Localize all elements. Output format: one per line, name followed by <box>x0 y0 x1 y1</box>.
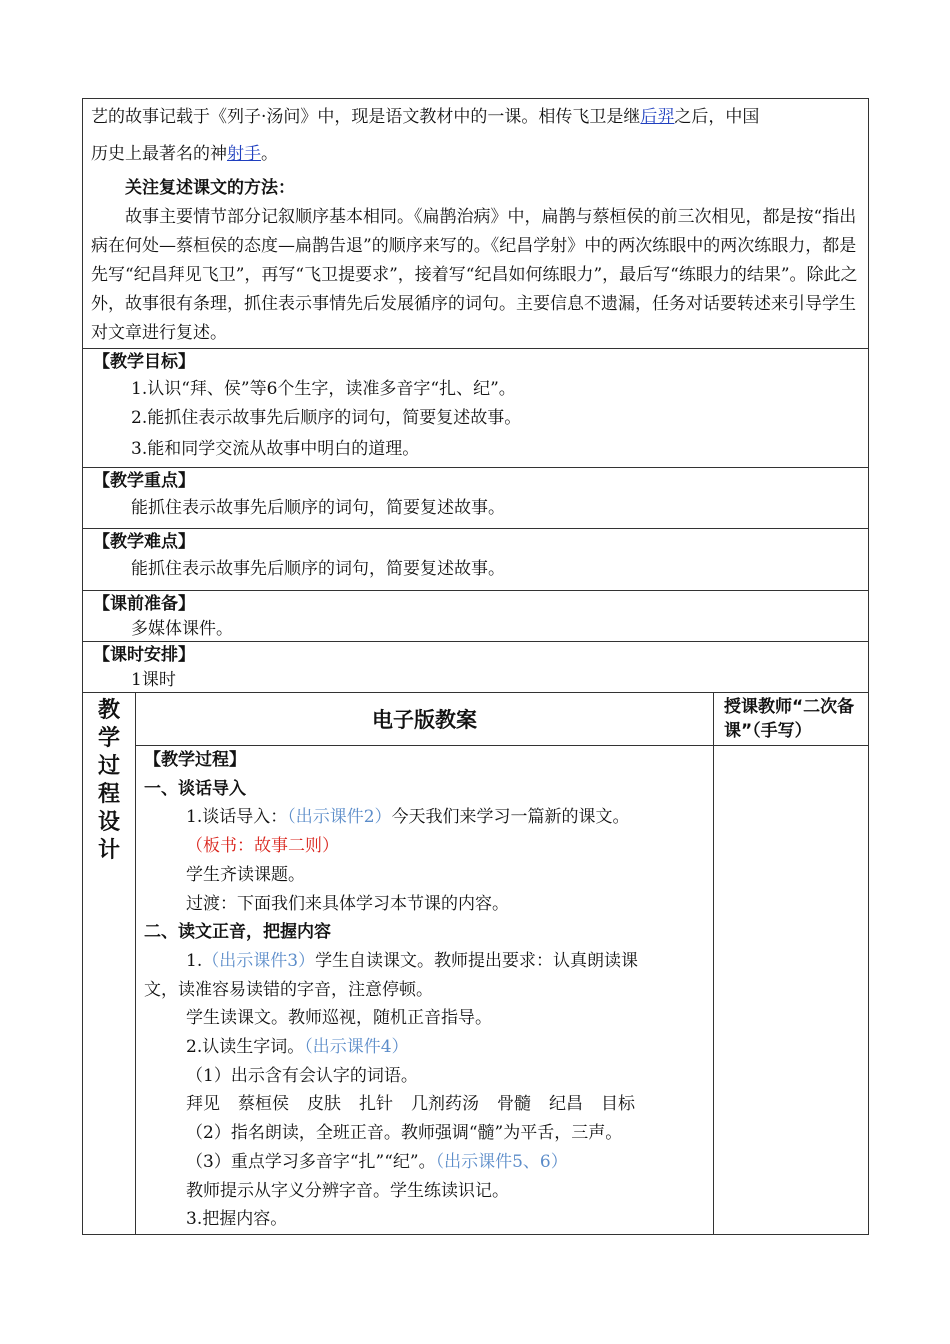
s2-text: 2.认读生字词。 <box>186 1037 305 1058</box>
key-point-cell <box>83 468 869 529</box>
s2-line-7 <box>144 1148 713 1177</box>
side-char: 设 <box>97 810 120 835</box>
houyi-link[interactable]: 后羿 <box>640 107 675 127</box>
prep-cell <box>83 591 869 642</box>
s2-text: 学生自读课文。教师提出要求：认真朗读课 <box>315 950 639 971</box>
vocab-word: 扎针 <box>359 1094 393 1115</box>
s2-text: 1. <box>186 950 203 971</box>
intro-row <box>83 99 869 349</box>
key-point-text: 能抓住表示故事先后顺序的词句，简要复述故事。 <box>131 498 505 518</box>
courseware-ref: （出示课件2） <box>287 807 392 828</box>
side-char: 学 <box>97 726 120 751</box>
process-header-row <box>83 693 869 746</box>
vocab-word: 目标 <box>601 1094 635 1115</box>
schedule-row <box>83 642 869 693</box>
intro-line-1 <box>83 99 868 136</box>
process-cell <box>136 746 714 1235</box>
process-title: 【教学过程】 <box>144 750 246 770</box>
s2-line-3 <box>144 1033 713 1062</box>
goal-item-1: 1.认识“拜、侯”等6个生字，读准多音字“扎、纪”。 <box>131 379 516 399</box>
difficulty-title: 【教学难点】 <box>93 532 195 552</box>
intro-text: 。 <box>261 144 278 164</box>
s1-text: 今天我们来学习一篇新的课文。 <box>391 807 630 828</box>
s2-line-4: （1）出示含有会认字的词语。 <box>186 1065 418 1086</box>
method-body: 故事主要情节部分记叙顺序基本相同。《扁鹊治病》中，扁鹊与蔡桓侯的前三次相见，都是按“指出病在何处—蔡桓侯的态度—扁鹊告退”的顺序来写的。《纪昌学射》中的两次练眼中的两次练眼力，都是先写“纪昌拜见飞卫”，再写“飞卫提要求”，接着写“纪昌如何练眼力”，最后写“练眼力的结果”。除此之外，故事很有条理，抓住表示事情先后发展循序的词句。主要信息不遗漏，任务对话要转述来引导学生对文章进行复述。 <box>91 207 858 343</box>
goal-item-2: 2.能抓住表示故事先后顺序的词句，简要复述故事。 <box>131 408 522 428</box>
vocab-word: 拜见 <box>186 1094 220 1115</box>
method-title: 关注复述课文的方法： <box>125 178 295 198</box>
difficulty-cell <box>83 529 869 591</box>
courseware-ref: （出示课件4） <box>304 1037 409 1058</box>
handwritten-revision-title: 授课教师“二次备课”（手写） <box>714 693 869 746</box>
s2-text: （3）重点学习多音字“扎”“纪”。 <box>186 1151 436 1172</box>
goal-item-3: 3.能和同学交流从故事中明白的道理。 <box>131 439 420 459</box>
s1-line-3: 学生齐读课题。 <box>186 864 305 885</box>
schedule-text: 1课时 <box>131 670 176 690</box>
vocab-words <box>144 1090 713 1119</box>
prep-title: 【课前准备】 <box>93 594 195 614</box>
intro-text: 艺的故事记载于《列子·汤问》中，现是语文教材中的一课。相传飞卫是继 <box>91 107 641 127</box>
section-2-title: 二、读文正音，把握内容 <box>144 922 331 943</box>
prep-row <box>83 591 869 642</box>
handwritten-notes-cell[interactable] <box>714 746 869 1235</box>
process-body-row <box>83 746 869 1235</box>
electronic-plan-title: 电子版教案 <box>136 693 714 746</box>
intro-text: 之后，中国 <box>674 107 760 127</box>
goals-title: 【教学目标】 <box>93 352 195 372</box>
lesson-plan-table <box>82 98 869 1235</box>
courseware-ref: （出示课件5、6） <box>435 1151 568 1172</box>
vocab-word: 皮肤 <box>307 1094 341 1115</box>
vocab-word: 纪昌 <box>549 1094 583 1115</box>
s2-line-1-cont: 文，读准容易读错的字音，注意停顿。 <box>144 979 433 1000</box>
schedule-cell <box>83 642 869 693</box>
vocab-word: 蔡桓侯 <box>238 1094 289 1115</box>
process-side-label <box>83 693 136 1235</box>
lesson-plan-sheet <box>82 98 868 1235</box>
difficulty-row <box>83 529 869 591</box>
side-char: 程 <box>97 782 120 807</box>
side-char: 教 <box>97 698 120 723</box>
s1-line-1 <box>144 803 713 832</box>
s2-line-1 <box>144 947 713 976</box>
courseware-ref: （出示课件3） <box>202 950 316 971</box>
goals-row <box>83 349 869 468</box>
prep-text: 多媒体课件。 <box>131 619 233 639</box>
intro-text: 历史上最著名的神 <box>91 144 227 164</box>
section-1-title: 一、谈话导入 <box>144 778 246 799</box>
archer-link[interactable]: 射手 <box>227 144 261 164</box>
key-point-row <box>83 468 869 529</box>
goals-cell <box>83 349 869 468</box>
s2-line-2: 学生读课文。教师巡视，随机正音指导。 <box>186 1008 492 1029</box>
vocab-word: 几剂药汤 <box>411 1094 479 1115</box>
side-char: 计 <box>97 838 120 863</box>
schedule-title: 【课时安排】 <box>93 645 195 665</box>
vocab-word: 骨髓 <box>497 1094 531 1115</box>
key-point-title: 【教学重点】 <box>93 471 195 491</box>
s1-line-4: 过渡：下面我们来具体学习本节课的内容。 <box>186 893 509 914</box>
intro-line-2 <box>83 136 868 173</box>
s2-line-9: 3.把握内容。 <box>186 1209 288 1230</box>
side-char: 过 <box>97 754 120 779</box>
intro-cell <box>83 99 869 349</box>
s2-line-8: 教师提示从字义分辨字音。学生练读识记。 <box>186 1180 509 1201</box>
s2-line-6: （2）指名朗读，全班正音。教师强调“髓”为平舌，三声。 <box>186 1123 623 1144</box>
board-note: （板书：故事二则） <box>186 836 339 857</box>
s1-text: 1.谈话导入： <box>186 807 288 828</box>
difficulty-text: 能抓住表示故事先后顺序的词句，简要复述故事。 <box>131 559 505 579</box>
